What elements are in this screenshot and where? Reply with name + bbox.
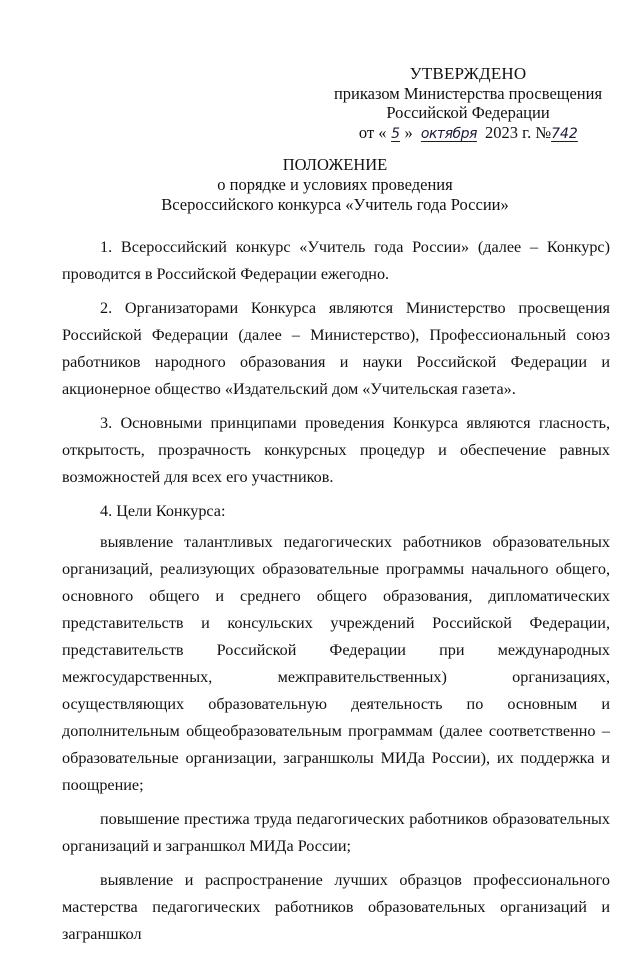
document-body — [62, 234, 610, 955]
handwritten-day: 5 — [391, 125, 400, 142]
paragraph-3: 3. Основными принципами проведения Конкурса являются гласность, открытость, прозрачность конкурсных процедур и обеспечение равных возможностей для всех его участников. — [62, 414, 610, 486]
document-subtitle-1: о порядке и условиях проведения — [217, 175, 453, 194]
paragraph-4-goal-3: выявление и распространение лучших образцов профессионального мастерства педагогических работников образовательных организаций и заграншкол — [62, 871, 610, 943]
paragraph-2: 2. Организаторами Конкурса являются Министерство просвещения Российской Федерации (далее – Министерство), Профессиональный союз работников народного образования и науки Российской Федерации и акционерное общество «Издательский дом «Учительская газета». — [62, 299, 610, 398]
paragraph-1: 1. Всероссийский конкурс «Учитель года России» (далее – Конкурс) проводится в Российской Федерации ежегодно. — [62, 238, 610, 283]
approval-order-line: приказом Министерства просвещения — [333, 83, 603, 103]
document-title: ПОЛОЖЕНИЕ — [282, 155, 388, 174]
approval-title: УТВЕРЖДЕНО — [409, 64, 527, 83]
paragraph-4: 4. Цели Конкурса: — [100, 502, 226, 520]
handwritten-order-number: 742 — [551, 125, 578, 142]
handwritten-month: октября — [420, 125, 477, 142]
approval-block — [330, 64, 606, 144]
paragraph-4-goal-1: выявление талантливых педагогических работников образовательных организаций, реализующих образовательные программы начального общего, основного общего и среднего общего образования, дипломатических представительств и консульских учреждений Российской Федерации, представительств Российской Федерации при международных межгосударственных, межправительственных) организациях, осуществляющих образовательную деятельность по основным и дополнительным общеобразовательным программам (далее соответственно – образовательные организации, заграншколы МИДа России), их поддержка и поощрение; — [62, 533, 610, 794]
paragraph-4-goal-2: повышение престижа труда педагогических работников образовательных организаций и заграншкол МИДа России; — [62, 810, 610, 855]
document-subtitle-2: Всероссийского конкурса «Учитель года России» — [161, 195, 509, 214]
document-title-block — [60, 155, 610, 215]
approval-federation-line: Российской Федерации — [386, 103, 550, 122]
date-prefix: от « — [358, 122, 387, 142]
date-year: 2023 г. № — [485, 122, 552, 142]
date-quote-close: » — [404, 122, 413, 142]
approval-date-line — [330, 123, 606, 145]
